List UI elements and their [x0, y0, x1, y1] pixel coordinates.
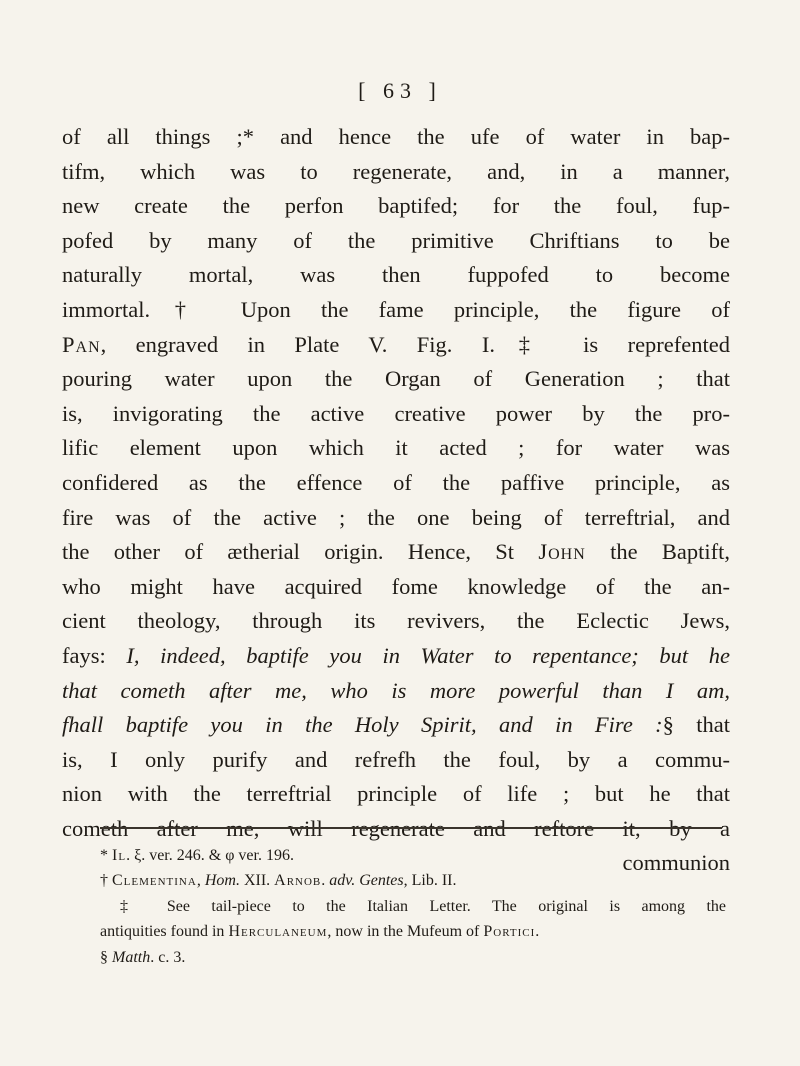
footnote-text: , [196, 872, 205, 890]
footnote-mark: † [100, 872, 112, 890]
footnote-ref: Arnob [274, 872, 322, 890]
catchword: communion [622, 850, 730, 876]
footnote-ref: adv. Gentes [329, 872, 404, 890]
text-line: cometh after me, will regenerate and reftore it, by a [62, 815, 730, 841]
footnote-ref: Il [112, 847, 127, 864]
page-number: [ 63 ] [358, 78, 442, 103]
text-span: , engraved in Plate V. Fig. I.‡ is reprefented [100, 331, 730, 357]
quotation: I, indeed, baptife you in Water to repentance; but he [126, 642, 730, 668]
footnote-text: antiquities found in [100, 923, 229, 941]
footnote-text: . ξ. ver. 246. & φ ver. 196. [126, 847, 294, 864]
text-line [62, 328, 730, 363]
footnote-mark: § [100, 948, 112, 966]
text-line: cient theology, through its revivers, the Eclectic Jews, [62, 608, 730, 634]
footnote-text: . c. 3. [150, 948, 186, 966]
name-pan: Pan [62, 331, 101, 357]
footnote-ref: Matth [112, 948, 151, 966]
text-line: pofed by many of the primitive Chriftians to be [62, 227, 730, 253]
footnote-text: . [535, 923, 540, 941]
footnote-rule [100, 827, 722, 829]
text-span: the other of ætherial origin. Hence, St [62, 539, 539, 565]
footnote-ref: Portici [483, 923, 536, 941]
footnote-4 [100, 945, 726, 970]
footnote-1 [100, 843, 726, 868]
text-line [62, 639, 730, 674]
quotation: fhall baptife you in the Holy Spirit, and in Fire : [62, 712, 663, 738]
text-line: who might have acquired fome knowledge of the an- [62, 573, 730, 599]
text-line: lific element upon which it acted ; for water was [62, 435, 730, 461]
footnote-3-cont [100, 919, 726, 944]
footnotes [100, 843, 726, 970]
footnote-text: , Lib. II. [403, 872, 457, 890]
text-line: naturally mortal, was then fuppofed to become [62, 262, 730, 288]
text-span: § that [662, 712, 730, 738]
text-line [62, 535, 730, 570]
footnote-2 [100, 868, 726, 893]
footnote-3: ‡ See tail-piece to the Italian Letter. The original is among the [120, 897, 726, 915]
footnote-ref: Herculaneum [228, 923, 328, 941]
text-line: new create the perfon baptifed; for the foul, fup- [62, 193, 730, 219]
text-line [62, 708, 730, 743]
name-john: John [538, 539, 586, 565]
footnote-ref: Clementina [112, 872, 197, 890]
footnote-text: . [321, 872, 330, 890]
text-line: is, I only purify and refrefh the foul, by a commu- [62, 746, 730, 772]
text-line: fire was of the active ; the one being of terreftrial, and [62, 504, 730, 530]
text-line: tifm, which was to regenerate, and, in a manner, [62, 158, 730, 184]
text-span: the Baptift, [585, 539, 730, 565]
main-text [62, 120, 730, 881]
text-span: fays: [62, 642, 127, 668]
footnote-mark: * [100, 847, 112, 864]
text-line: pouring water upon the Organ of Generation ; that [62, 366, 730, 392]
text-line: immortal.† Upon the fame principle, the figure of [62, 296, 730, 322]
text-line: is, invigorating the active creative power by the pro- [62, 400, 730, 426]
text-line: of all things ;* and hence the ufe of water in bap- [62, 124, 730, 149]
footnote-text: XII. [239, 872, 275, 890]
text-line: nion with the terreftrial principle of life ; but he that [62, 781, 730, 807]
quotation-line: that cometh after me, who is more powerful than I am, [62, 677, 730, 703]
footnote-text: , now in the Mufeum of [327, 923, 484, 941]
text-line: confidered as the effence of the paffive principle, as [62, 469, 730, 495]
footnote-ref: Hom. [204, 872, 240, 890]
